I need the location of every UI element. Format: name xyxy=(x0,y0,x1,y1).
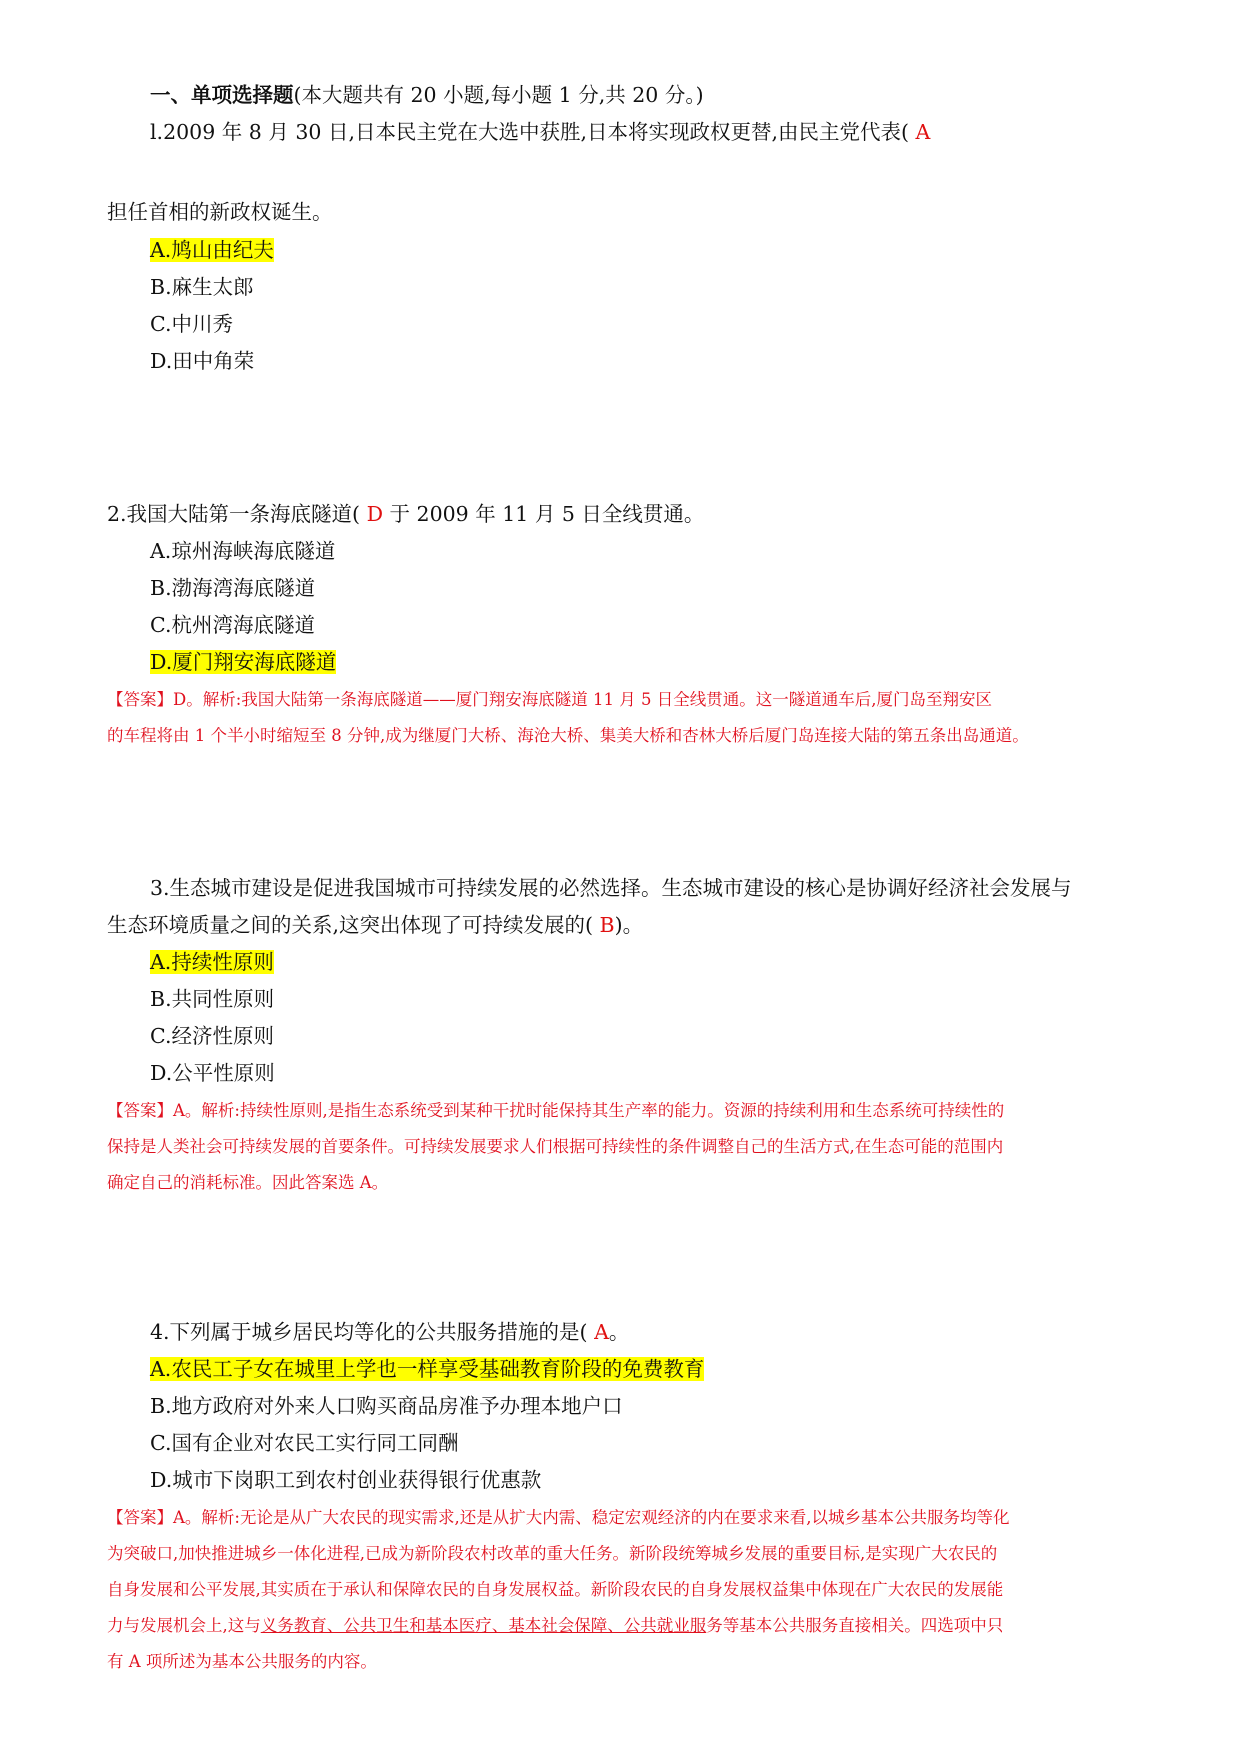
q3-option-c: C.经济性原则 xyxy=(150,1024,274,1048)
q4-option-c: C.国有企业对农民工实行同工同酬 xyxy=(150,1431,459,1455)
section-title xyxy=(150,80,704,110)
q2-option-a: A.琼州海峡海底隧道 xyxy=(150,539,336,563)
q4-explanation-line4-a: 力与发展机会上,这与 xyxy=(107,1616,261,1635)
q1-option-a xyxy=(150,235,274,265)
q1-option-a-highlight: A.鸠山由纪夫 xyxy=(150,238,274,262)
q4-option-d: D.城市下岗职工到农村创业获得银行优惠款 xyxy=(150,1468,542,1492)
q3-stem-text-a: 生态环境质量之间的关系,这突出体现了可持续发展的( xyxy=(107,913,594,937)
q3-stem-text-b: )。 xyxy=(614,913,644,937)
q4-answer-mark: A xyxy=(587,1320,609,1344)
q3-explanation-line1: 【答案】A。解析:持续性原则,是指生态系统受到某种干扰时能保持其生产率的能力。资源的持续利用和生态系统可持续性的 xyxy=(107,1101,1005,1120)
q3-option-a-highlight: A.持续性原则 xyxy=(150,950,274,974)
q1-answer-mark: A xyxy=(909,120,931,144)
q4-stem-text-b: 。 xyxy=(608,1320,630,1344)
q4-explanation-line4 xyxy=(107,1614,1003,1638)
q4-explanation-line3: 自身发展和公平发展,其实质在于承认和保障农民的自身发展权益。新阶段农民的自身发展权益集中体现在广大农民的发展能 xyxy=(107,1580,1004,1599)
q1-stem-text: l.2009 年 8 月 30 日,日本民主党在大选中获胜,日本将实现政权更替,由民主党代表( xyxy=(150,120,909,144)
q2-option-b: B.渤海湾海底隧道 xyxy=(150,576,316,600)
q2-option-d xyxy=(150,647,336,677)
q1-option-c: C.中川秀 xyxy=(150,312,233,336)
q4-explanation-line2: 为突破口,加快推进城乡一体化进程,已成为新阶段农村改革的重大任务。新阶段统筹城乡发展的重要目标,是实现广大农民的 xyxy=(107,1544,998,1563)
q3-stem-line1: 3.生态城市建设是促进我国城市可持续发展的必然选择。生态城市建设的核心是协调好经济社会发展与 xyxy=(150,876,1072,900)
q3-option-d: D.公平性原则 xyxy=(150,1061,275,1085)
q4-explanation-line5: 有 A 项所述为基本公共服务的内容。 xyxy=(107,1652,377,1671)
q2-answer-mark: D xyxy=(360,502,384,526)
q4-option-a-highlight: A.农民工子女在城里上学也一样享受基础教育阶段的免费教育 xyxy=(150,1357,705,1381)
q4-explanation-line4-underlined: 义务教育、公共卫生和基本医疗、基本社会保障、公共就业服 xyxy=(260,1616,707,1635)
q2-option-c: C.杭州湾海底隧道 xyxy=(150,613,315,637)
q2-stem-text-a: 2.我国大陆第一条海底隧道( xyxy=(107,502,361,526)
q3-option-a xyxy=(150,947,274,977)
q4-explanation-line1: 【答案】A。解析:无论是从广大农民的现实需求,还是从扩大内需、稳定宏观经济的内在要求来看,以城乡基本公共服务均等化 xyxy=(107,1508,1010,1527)
q3-answer-mark: B xyxy=(593,913,615,937)
q2-option-d-highlight: D.厦门翔安海底隧道 xyxy=(150,650,337,674)
q3-explanation-line3: 确定自己的消耗标准。因此答案选 A。 xyxy=(107,1173,389,1192)
q4-explanation-line4-b: 务等基本公共服务直接相关。四选项中只 xyxy=(706,1616,1004,1635)
q2-explanation-line2: 的车程将由 1 个半小时缩短至 8 分钟,成为继厦门大桥、海沧大桥、集美大桥和杏林大桥后厦门岛连接大陆的第五条出岛通道。 xyxy=(107,726,1029,745)
q3-explanation-line2: 保持是人类社会可持续发展的首要条件。可持续发展要求人们根据可持续性的条件调整自己的生活方式,在生态可能的范围内 xyxy=(107,1137,1004,1156)
q1-option-d: D.田中角荣 xyxy=(150,349,255,373)
q3-stem-line2 xyxy=(107,910,643,940)
q4-stem xyxy=(150,1317,629,1347)
q3-option-b: B.共同性原则 xyxy=(150,987,275,1011)
section-title-bold: 一、单项选择题 xyxy=(150,83,294,107)
q1-option-b: B.麻生太郎 xyxy=(150,275,254,299)
q2-stem xyxy=(107,499,704,529)
q2-explanation-line1: 【答案】D。解析:我国大陆第一条海底隧道——厦门翔安海底隧道 11 月 5 日全线贯通。这一隧道通车后,厦门岛至翔安区 xyxy=(107,690,993,709)
q4-stem-text-a: 4.下列属于城乡居民均等化的公共服务措施的是( xyxy=(150,1320,588,1344)
q2-stem-text-b: 于 2009 年 11 月 5 日全线贯通。 xyxy=(383,502,705,526)
q1-stem-line2: 担任首相的新政权诞生。 xyxy=(107,200,333,224)
q4-option-b: B.地方政府对外来人口购买商品房准予办理本地户口 xyxy=(150,1394,623,1418)
q4-option-a xyxy=(150,1354,704,1384)
section-title-rest: (本大题共有 20 小题,每小题 1 分,共 20 分。) xyxy=(293,83,704,107)
q1-stem-line1 xyxy=(150,117,930,147)
